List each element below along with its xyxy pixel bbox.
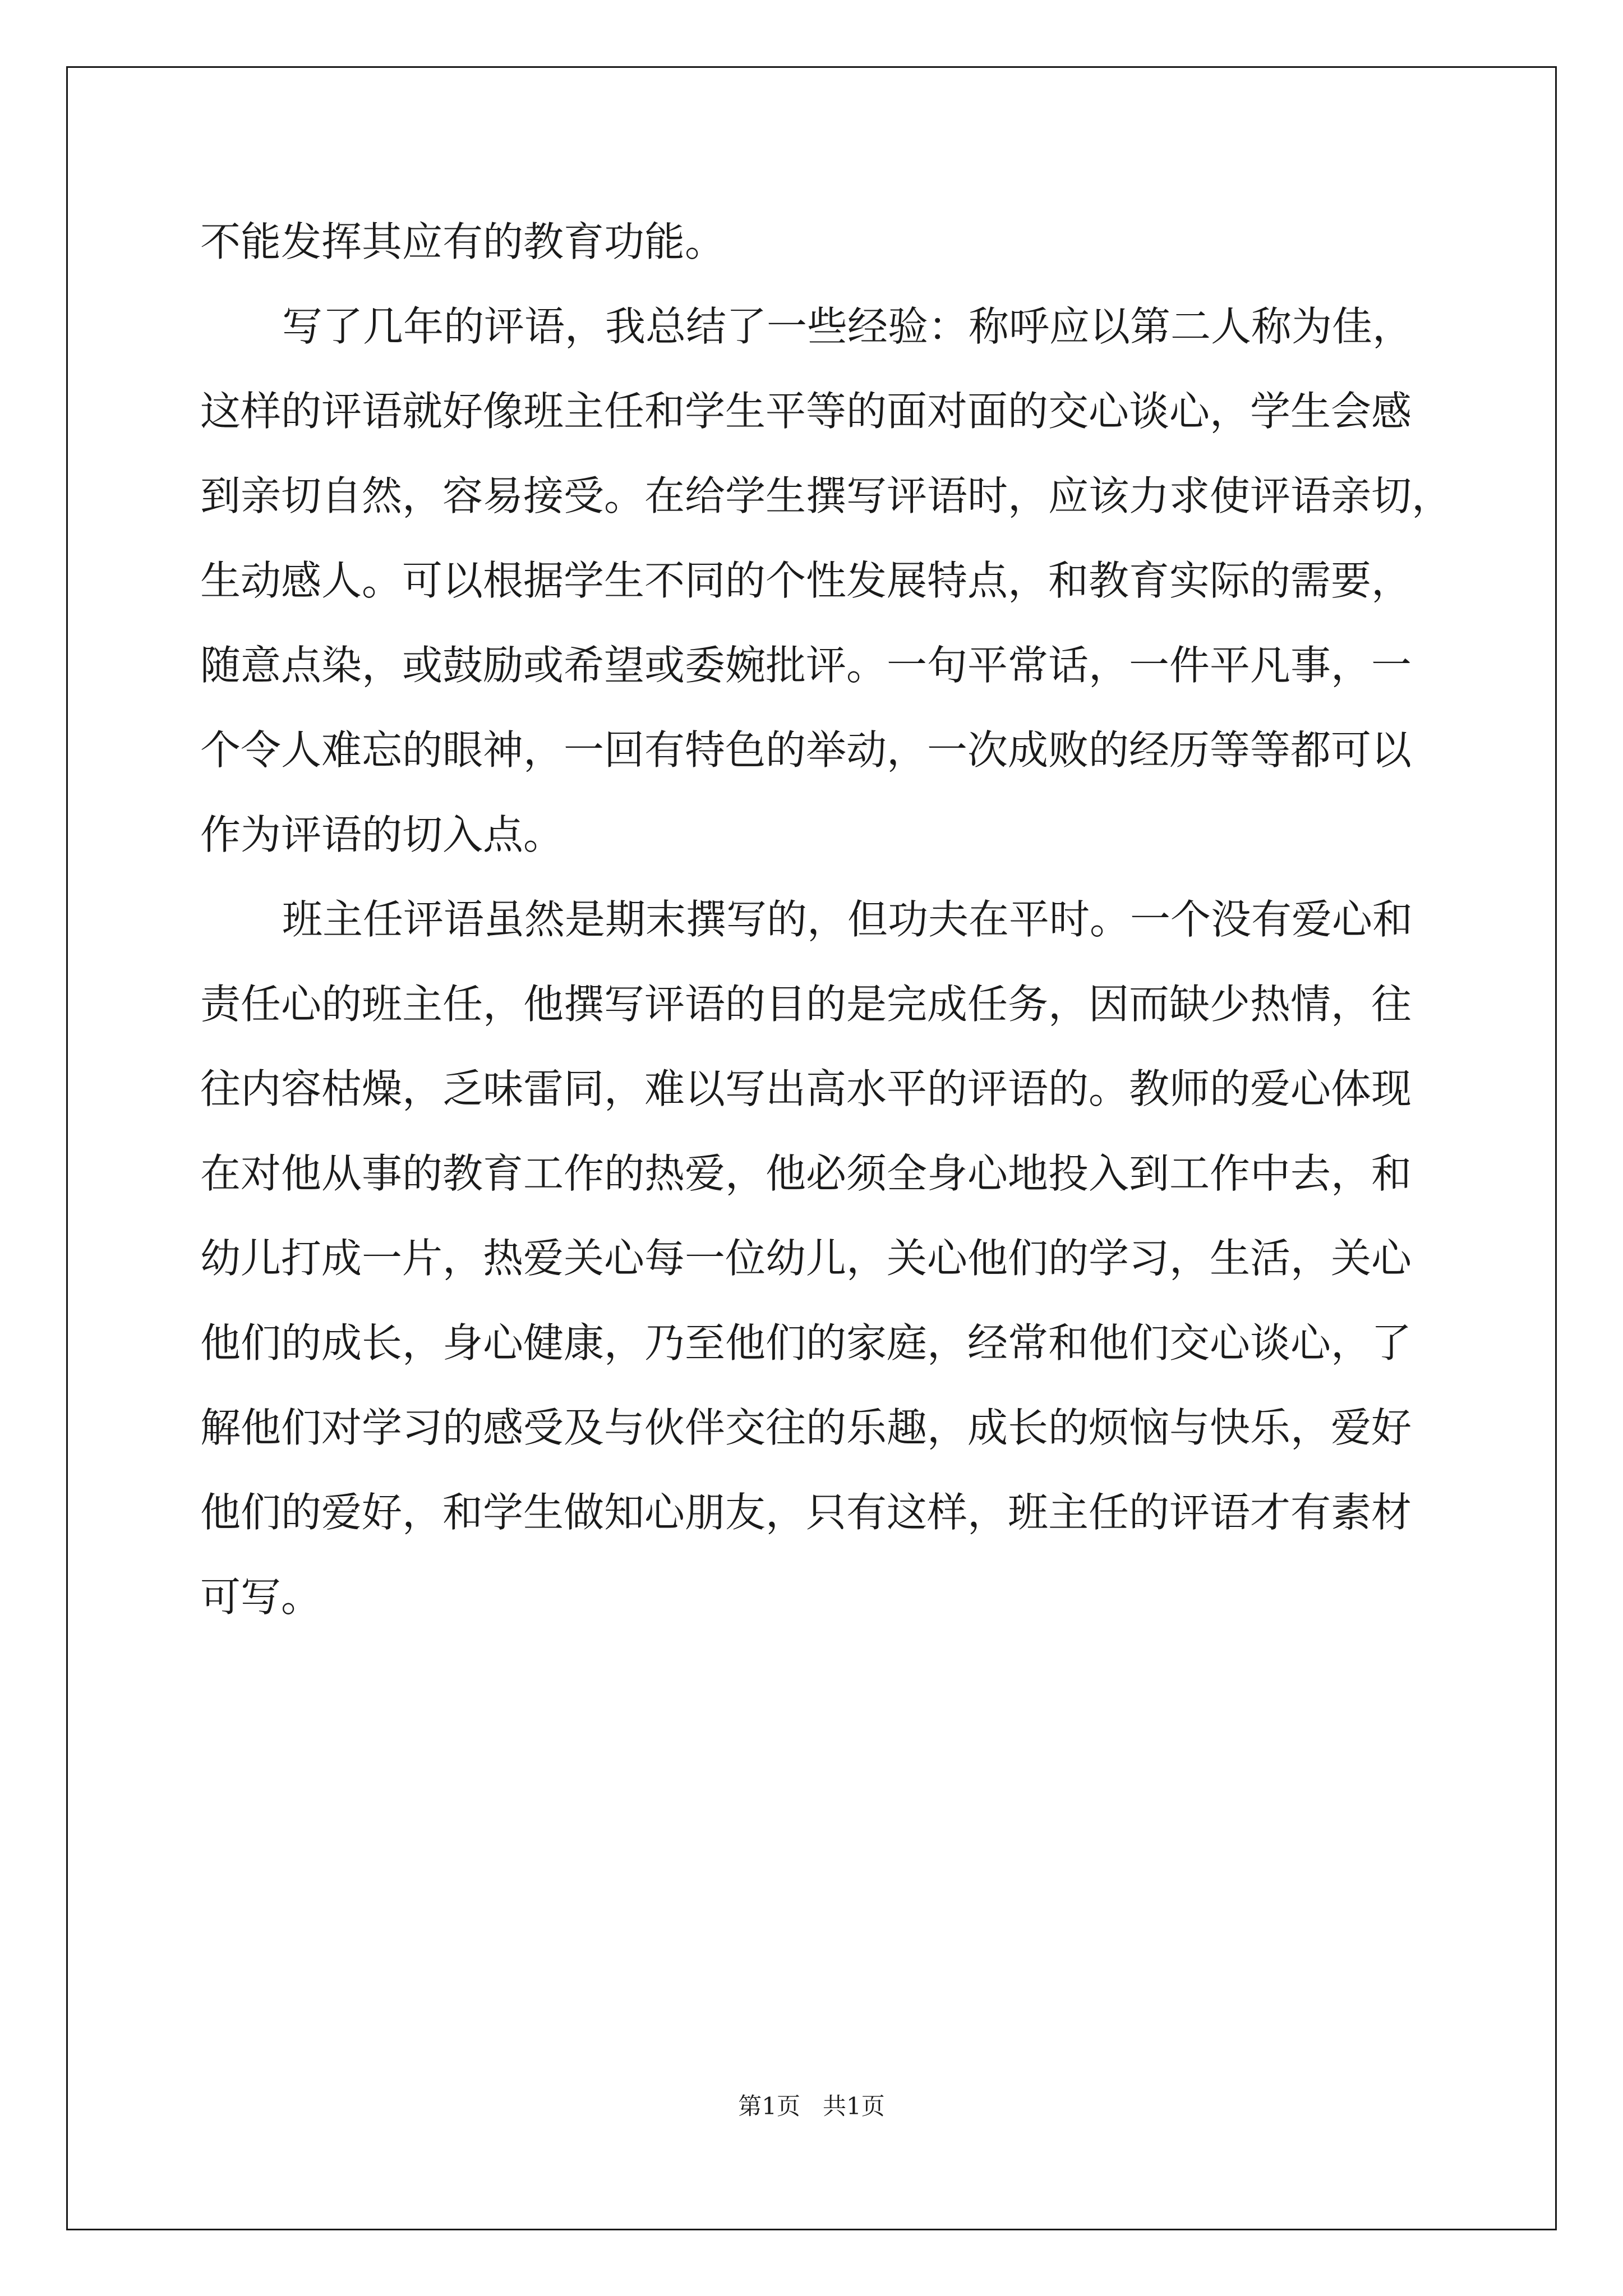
text-line: 个令人难忘的眼神，一回有特色的举动，一次成败的经历等等都可以 — [200, 726, 1412, 774]
text-line: 在对他从事的教育工作的热爱，他必须全身心地投入到工作中去，和 — [200, 1150, 1412, 1197]
text-line: 随意点染，或鼓励或希望或委婉批评。一句平常话，一件平凡事，一 — [200, 642, 1412, 689]
page-total: 共1页 — [823, 2092, 885, 2120]
page-number: 第1页 — [738, 2092, 800, 2120]
text-line: 责任心的班主任，他撰写评语的目的是完成任务，因而缺少热情，往 — [200, 981, 1412, 1028]
text-line: 这样的评语就好像班主任和学生平等的面对面的交心谈心，学生会感 — [200, 388, 1412, 435]
text-line: 解他们对学习的感受及与伙伴交往的乐趣，成长的烦恼与快乐，爱好 — [200, 1404, 1412, 1451]
text-line: 往内容枯燥，乏味雷同，难以写出高水平的评语的。教师的爱心体现 — [200, 1065, 1412, 1112]
text-line: 班主任评语虽然是期末撰写的，但功夫在平时。一个没有爱心和 — [282, 896, 1413, 943]
text-line: 写了几年的评语，我总结了一些经验：称呼应以第二人称为佳， — [282, 303, 1413, 350]
text-line: 生动感人。可以根据学生不同的个性发展特点，和教育实际的需要， — [200, 557, 1412, 604]
page-footer — [0, 2088, 1623, 2122]
text-line: 作为评语的切入点。 — [200, 811, 564, 858]
text-line: 他们的爱好，和学生做知心朋友，只有这样，班主任的评语才有素材 — [200, 1489, 1412, 1536]
text-line: 他们的成长，身心健康，乃至他们的家庭，经常和他们交心谈心，了 — [200, 1319, 1412, 1366]
text-line: 可写。 — [200, 1573, 322, 1621]
document-body — [200, 200, 1473, 1640]
text-line: 不能发挥其应有的教育功能。 — [200, 218, 726, 265]
text-line: 幼儿打成一片，热爱关心每一位幼儿，关心他们的学习，生活，关心 — [200, 1235, 1412, 1282]
text-line: 到亲切自然，容易接受。在给学生撰写评语时，应该力求使评语亲切， — [200, 472, 1453, 519]
